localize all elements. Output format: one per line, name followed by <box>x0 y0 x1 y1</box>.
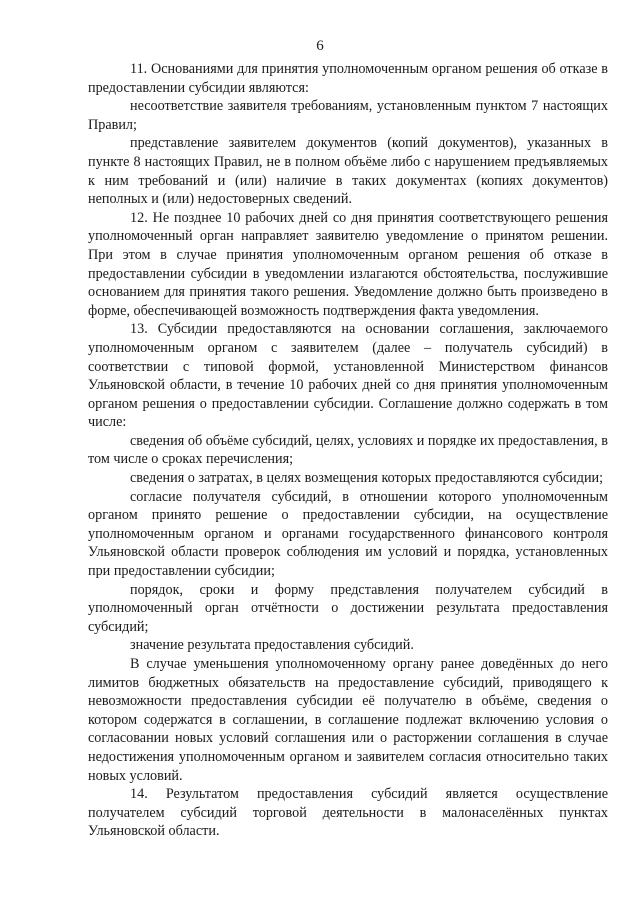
paragraph-13-item-1: сведения об объёме субсидий, целях, условиях и порядке их предоставления, в том числе о сроках перечисления; <box>88 432 608 468</box>
document-body <box>88 60 608 841</box>
paragraph-13-item-5: значение результата предоставления субсидий. <box>130 637 414 654</box>
paragraph-11-item-1: несоответствие заявителя требованиям, установленным пунктом 7 настоящих Правил; <box>88 98 608 133</box>
paragraph-13-item-2: сведения о затратах, в целях возмещения которых предоставляются субсидии; <box>130 470 604 487</box>
page-number: 6 <box>316 38 324 54</box>
paragraph-13-item-4: порядок, сроки и форму представления получателем субсидий в уполномоченный орган отчётности о достижении результата предоставления субсидий; <box>88 581 608 635</box>
paragraph-13-item-3: согласие получателя субсидий, в отношении которого уполномоченным органом принято решение о предоставлении субсидии, на осуществление уполномоченным органом и органами государственного финансового контроля Ульяновской области проверок соблюдения им условий и порядка, установленных при предоставлении субсидии; <box>88 488 608 580</box>
paragraph-11: 11. Основаниями для принятия уполномоченным органом решения об отказе в предоставлении субсидии являются: <box>88 61 608 96</box>
paragraph-12: 12. Не позднее 10 рабочих дней со дня принятия соответствующего решения уполномоченный орган направляет заявителю уведомление о принятом решении. При этом в случае принятия уполномоченным органом решения об отказе в предоставлении субсидии в уведомлении излагаются обстоятельства, послужившие основанием для принятия такого решения. Уведомление должно быть произведено в форме, обеспечивающей возможность подтверждения факта уведомления. <box>88 209 608 319</box>
paragraph-14: 14. Результатом предоставления субсидий является осуществление получателем субсидий торговой деятельности в малонаселённых пунктах Ульяновской области. <box>88 786 608 840</box>
paragraph-11-item-2: представление заявителем документов (копий документов), указанных в пункте 8 настоящих Правил, не в полном объёме либо с нарушением предъявляемых к ним требований и (или) наличие в таких документах (копиях документов) неполных и (или) недостоверных сведений. <box>88 135 608 208</box>
paragraph-13: 13. Субсидии предоставляются на основании соглашения, заключаемого уполномоченным органом с заявителем (далее – получатель субсидий) в соответствии с типовой формой, установленной Министерством финансов Ульяновской области, в течение 10 рабочих дней со дня принятия уполномоченным органом решения о предоставлении субсидии. Соглашение должно содержать в том числе: <box>88 321 608 431</box>
paragraph-13-limits: В случае уменьшения уполномоченному органу ранее доведённых до него лимитов бюджетных обязательств на предоставление субсидий, приводящего к невозможности предоставления субсидии её получателю в объёме, сведения о котором содержатся в соглашении, в соглашение подлежат включению условия о согласовании новых условий соглашения или о расторжении соглашения в случае недостижения уполномоченным органом и заявителем согласия относительно таких новых условий. <box>88 656 608 784</box>
